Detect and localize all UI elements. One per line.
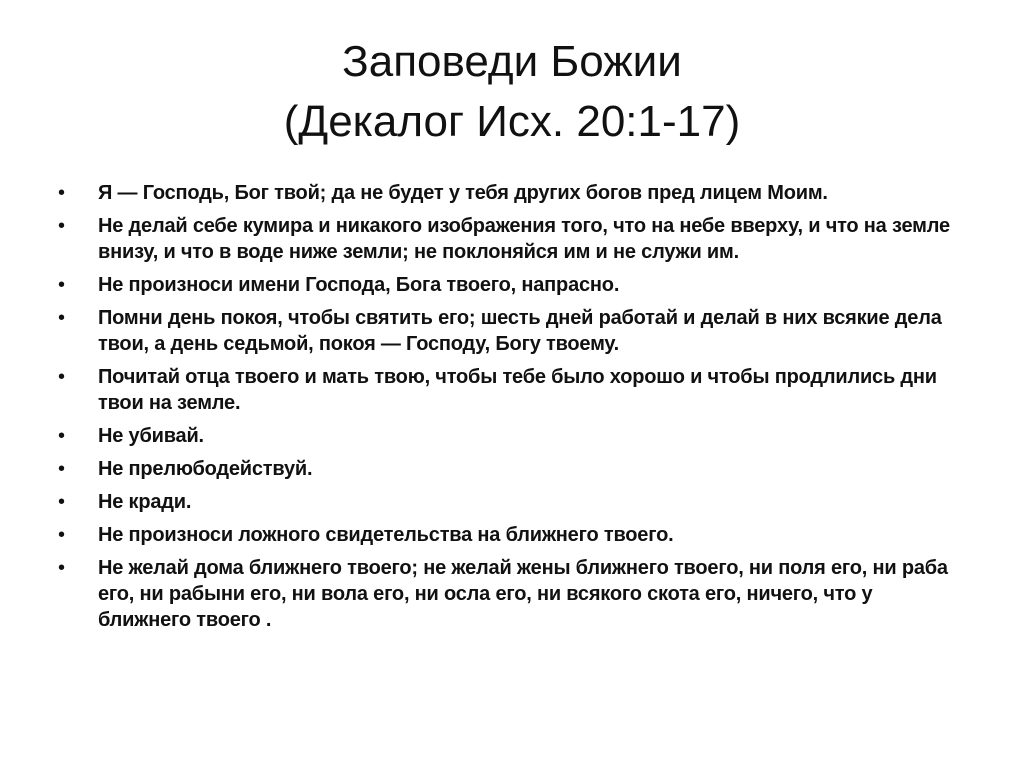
commandment-item [58, 180, 963, 206]
bullet-icon: • [58, 425, 65, 447]
bullet-icon: • [58, 274, 65, 296]
bullet-icon: • [58, 458, 65, 480]
bullet-icon: • [58, 557, 65, 579]
commandment-text: Не делай себе кумира и никакого изображения того, что на небе вверху, и что на земле внизу, и что в воде ниже земли; не поклоняйся им и не служи им. [98, 215, 950, 263]
bullet-icon: • [58, 307, 65, 329]
commandment-item [58, 364, 963, 416]
commandment-text: Не желай дома ближнего твоего; не желай жены ближнего твоего, ни поля его, ни раба его, ни рабыни его, ни вола его, ни осла его, ни всякого скота его, ничего, что у ближнего твоего . [98, 557, 948, 631]
commandment-item [58, 555, 963, 633]
commandments-list [58, 180, 963, 640]
commandment-text: Почитай отца твоего и мать твою, чтобы тебе было хорошо и чтобы продлились дни твои на земле. [98, 366, 937, 414]
commandment-item [58, 423, 963, 449]
commandment-item [58, 305, 963, 357]
slide-title-line-2: (Декалог Исх. 20:1-17) [283, 97, 741, 146]
commandment-text: Не произноси имени Господа, Бога твоего, напрасно. [98, 274, 620, 296]
commandment-text: Не убивай. [98, 425, 204, 447]
commandment-text: Не кради. [98, 491, 192, 513]
commandment-text: Не прелюбодействуй. [98, 458, 313, 480]
bullet-icon: • [58, 524, 65, 546]
bullet-icon: • [58, 491, 65, 513]
slide-title [60, 32, 964, 152]
commandment-text: Я — Господь, Бог твой; да не будет у тебя других богов пред лицем Моим. [98, 182, 828, 204]
commandment-item [58, 522, 963, 548]
bullet-icon: • [58, 366, 65, 388]
commandment-text: Не произноси ложного свидетельства на ближнего твоего. [98, 524, 674, 546]
commandment-item [58, 213, 963, 265]
slide-title-line-1: Заповеди Божии [342, 37, 682, 86]
bullet-icon: • [58, 215, 65, 237]
commandment-item [58, 272, 963, 298]
commandment-item [58, 456, 963, 482]
commandment-text: Помни день покоя, чтобы святить его; шесть дней работай и делай в них всякие дела твои, а день седьмой, покоя — Господу, Богу твоему. [98, 307, 942, 355]
bullet-icon: • [58, 182, 65, 204]
commandment-item [58, 489, 963, 515]
